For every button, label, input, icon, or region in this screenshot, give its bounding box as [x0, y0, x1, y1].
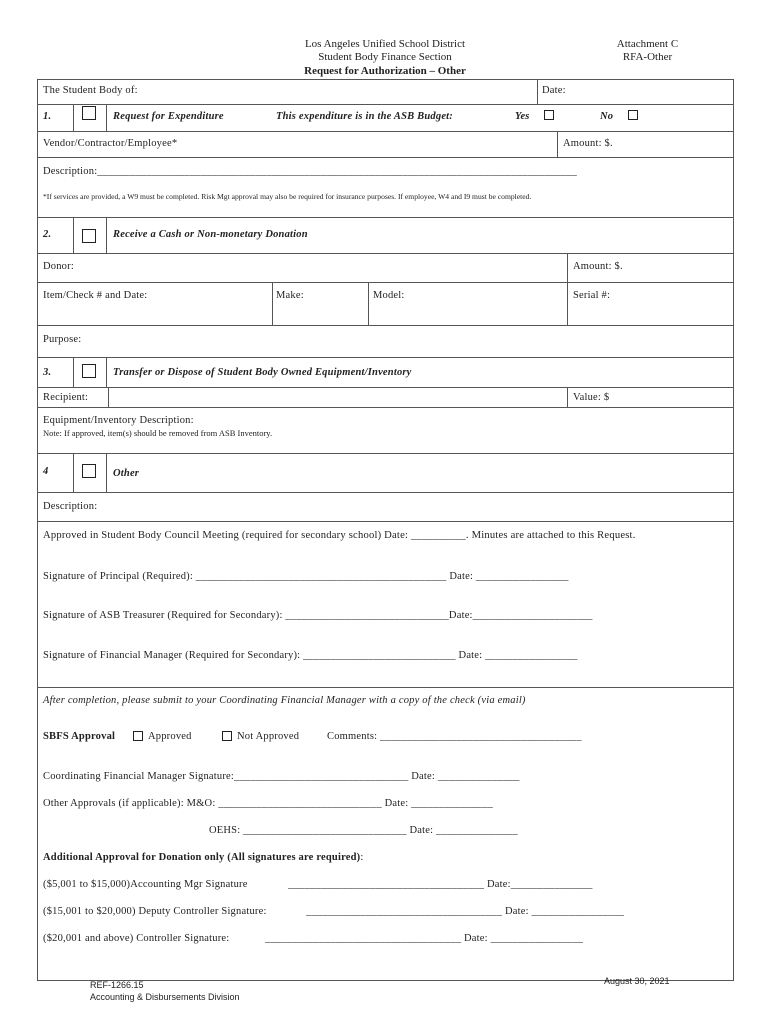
yes-label: Yes [515, 111, 530, 122]
section-1-number: 1. [43, 111, 52, 122]
other-approvals-line: Other Approvals (if applicable): M&O: ______________________________ Date: _______________ [43, 798, 493, 809]
submission-instructions: After completion, please submit to your Coordinating Financial Manager with a copy of the check (via email) [43, 695, 526, 706]
form-code: RFA-Other [622, 51, 673, 63]
controller-label: ($20,001 and above) Controller Signature: [43, 933, 230, 944]
accounting-mgr-signature-line: ____________________________________ Date:_______________ [288, 879, 593, 890]
donor-label: Donor: [43, 261, 74, 272]
donation-amount-label: Amount: $. [573, 261, 623, 272]
not-approved-label: Not Approved [237, 731, 300, 742]
oehs-line: OEHS: ______________________________ Date: _______________ [209, 825, 518, 836]
description-label: Description:________________________________________________________________________________________ [43, 166, 577, 177]
section-1-title: Request for Expenditure [113, 111, 224, 122]
section-3-checkbox[interactable] [82, 364, 96, 378]
council-approval-line: Approved in Student Body Council Meeting (required for secondary school) Date: __________. Minutes are attached to this Request. [43, 530, 636, 541]
budget-question: This expenditure is in the ASB Budget: [276, 111, 453, 122]
section-2-number: 2. [43, 229, 52, 240]
attachment-label: Attachment C [616, 38, 679, 50]
section-3-title: Transfer or Dispose of Student Body Owned Equipment/Inventory [113, 367, 412, 378]
section-4-title: Other [113, 468, 140, 479]
accounting-mgr-label: ($5,001 to $15,000)Accounting Mgr Signature [43, 879, 248, 890]
purpose-label: Purpose: [43, 334, 82, 345]
date-label: Date: [542, 85, 566, 96]
vendor-label: Vendor/Contractor/Employee* [43, 138, 178, 149]
value-label: Value: $ [573, 392, 610, 403]
equipment-description-label: Equipment/Inventory Description: [43, 415, 194, 426]
amount-label: Amount: $. [563, 138, 613, 149]
controller-signature-line: ____________________________________ Date: _________________ [265, 933, 584, 944]
form-title: Request for Authorization – Other [304, 65, 466, 77]
other-description-label: Description: [43, 501, 98, 512]
date-field[interactable] [572, 82, 730, 102]
approved-checkbox[interactable] [133, 731, 143, 741]
section-4-number: 4 [43, 466, 49, 477]
treasurer-signature-line: Signature of ASB Treasurer (Required for Secondary): ______________________________Date:______________________ [43, 610, 593, 621]
no-label: No [600, 111, 614, 122]
deputy-controller-signature-line: ____________________________________ Date: _________________ [306, 906, 625, 917]
no-checkbox[interactable] [628, 110, 638, 120]
serial-label: Serial #: [573, 290, 611, 301]
reference-number: REF-1266.15 [90, 980, 144, 990]
donation-approval-header-colon: : [360, 852, 364, 863]
sbfs-approval-label: SBFS Approval [43, 731, 116, 742]
section-name: Student Body Finance Section [318, 51, 452, 63]
division-name: Accounting & Disbursements Division [90, 992, 240, 1002]
comments-line: Comments: _____________________________________ [327, 731, 582, 742]
section-4-checkbox[interactable] [82, 464, 96, 478]
recipient-label: Recipient: [43, 392, 89, 403]
student-body-label: The Student Body of: [43, 85, 138, 96]
make-label: Make: [276, 290, 304, 301]
section-3-number: 3. [43, 367, 52, 378]
section-2-title: Receive a Cash or Non-monetary Donation [113, 229, 308, 240]
donation-approval-header [43, 852, 363, 863]
section-1-checkbox[interactable] [82, 106, 96, 120]
yes-checkbox[interactable] [544, 110, 554, 120]
item-check-label: Item/Check # and Date: [43, 290, 148, 301]
deputy-controller-label: ($15,001 to $20,000) Deputy Controller Signature: [43, 906, 267, 917]
principal-signature-line: Signature of Principal (Required): ______________________________________________ Date: _________________ [43, 571, 569, 582]
section-2-checkbox[interactable] [82, 229, 96, 243]
revision-date: August 30, 2021 [604, 976, 670, 986]
cfm-signature-line: Coordinating Financial Manager Signature:________________________________ Date: _______________ [43, 771, 520, 782]
not-approved-checkbox[interactable] [222, 731, 232, 741]
approved-label: Approved [148, 731, 192, 742]
student-body-field[interactable] [150, 82, 535, 102]
w9-note: *If services are provided, a W9 must be completed. Risk Mgt approval may also be required for insurance purposes. If employee, W4 and I9 must be completed. [43, 192, 532, 201]
inventory-note: Note: If approved, item(s) should be removed from ASB Inventory. [43, 428, 273, 438]
model-label: Model: [373, 290, 405, 301]
district-name: Los Angeles Unified School District [304, 38, 466, 50]
financial-manager-signature-line: Signature of Financial Manager (Required for Secondary): ____________________________ Date: _________________ [43, 650, 578, 661]
donation-approval-header-text: Additional Approval for Donation only (All signatures are required) [43, 852, 361, 863]
